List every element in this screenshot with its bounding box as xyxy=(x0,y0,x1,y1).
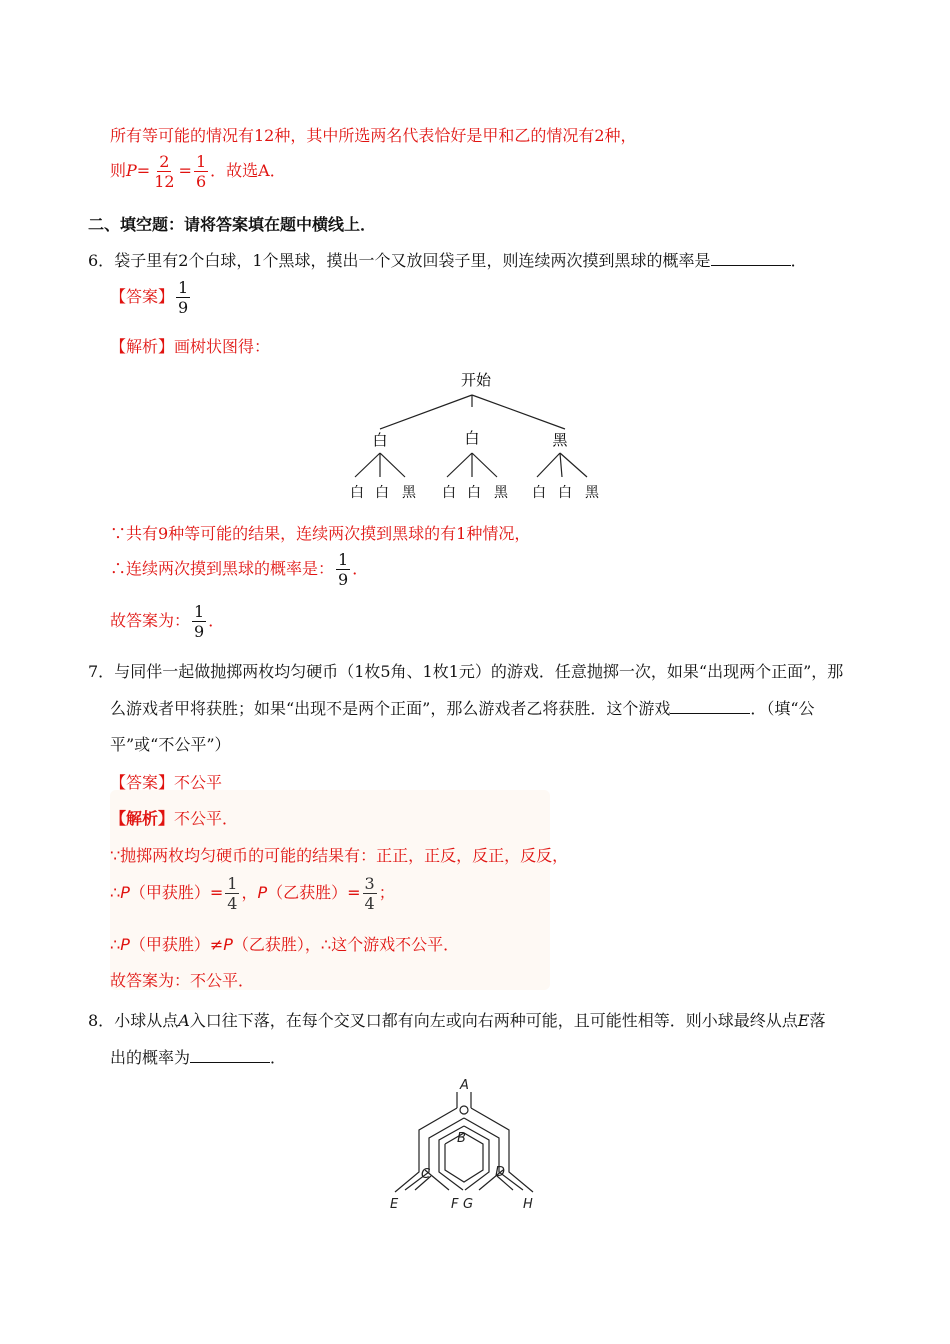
q6-reason2-fraction xyxy=(336,550,350,589)
q8-line2b: ． xyxy=(270,1048,287,1067)
q7-reason2-fraction1 xyxy=(225,874,239,913)
q8-point-a: A xyxy=(178,1011,190,1030)
q5-eq2: = xyxy=(178,161,192,180)
q6-question xyxy=(88,248,807,271)
q6-final-end: ． xyxy=(208,611,225,630)
q8-line1 xyxy=(88,1008,825,1031)
q6-reason1: ∵共有9种等可能的结果，连续两次摸到黑球的有1种情况， xyxy=(110,524,531,543)
label-c: C xyxy=(421,1167,431,1182)
tree-l2-6: 黑 xyxy=(494,485,508,501)
q5-f2-num: 1 xyxy=(195,152,207,171)
q7-reason3-p1: P xyxy=(120,935,130,954)
q5-fraction-1 xyxy=(152,152,176,191)
q7-reason3-end: （乙获胜），∴这个游戏不公平． xyxy=(232,935,460,954)
q7-reason2 xyxy=(110,874,395,913)
tree-l2-9: 黑 xyxy=(585,485,599,501)
tree-diagram xyxy=(330,365,620,505)
q7-reason3 xyxy=(110,932,459,955)
tree-l2-3: 黑 xyxy=(402,485,416,501)
tree-l2-7: 白 xyxy=(532,485,546,501)
q5-f2-den: 6 xyxy=(195,172,207,191)
q7-r2-den2: 4 xyxy=(364,894,375,913)
q6-final-den: 9 xyxy=(194,622,205,641)
q8-line2a: 出的概率为 xyxy=(110,1048,191,1067)
tree-l2-5: 白 xyxy=(467,485,481,501)
q6-r2-end: ． xyxy=(352,559,369,578)
q5-result xyxy=(110,152,286,191)
q5-f1-num: 2 xyxy=(159,152,170,171)
label-h: H xyxy=(523,1197,533,1212)
label-d: D xyxy=(495,1165,506,1180)
q7-reason3-therefore: ∴ xyxy=(110,935,121,954)
q7-answer-label: 【答案】 xyxy=(110,773,175,792)
q7-reason2-p2: P xyxy=(257,883,268,902)
q7-analysis-text: 不公平． xyxy=(174,809,239,828)
q7-reason2-yi: （乙获胜）= xyxy=(267,883,361,902)
tree-l1-2: 白 xyxy=(464,429,480,447)
label-f: F xyxy=(451,1197,459,1212)
label-g: G xyxy=(463,1197,474,1212)
tree-l2-4: 白 xyxy=(442,485,456,501)
q8-line1c: 落 xyxy=(809,1011,826,1030)
q7-analysis-label: 【解析】 xyxy=(110,809,175,828)
q8-answer-blank xyxy=(190,1048,270,1063)
q6-answer-num: 1 xyxy=(178,278,189,297)
q8-number: 8． xyxy=(88,1011,115,1030)
tree-l2-2: 白 xyxy=(375,485,389,501)
q7-reason2-comma: ， xyxy=(241,883,258,902)
q5-p: P xyxy=(126,161,137,180)
q5-line1: 所有等可能的情况有12种，其中所选两名代表恰好是甲和乙的情况有2种， xyxy=(110,126,637,145)
q6-final-num: 1 xyxy=(194,602,205,621)
q5-prefix: 则 xyxy=(110,161,127,180)
q7-line2a: 么游戏者甲将获胜；如果“出现不是两个正面”，那么游戏者乙将获胜．这个游戏 xyxy=(110,699,671,718)
q7-line2 xyxy=(110,696,815,719)
q6-r2-num: 1 xyxy=(338,550,349,569)
q5-suffix: ．故选A． xyxy=(210,161,286,180)
q8-point-e: E xyxy=(797,1011,810,1030)
q7-final: 故答案为：不公平． xyxy=(110,971,255,990)
ball-drop-diagram xyxy=(385,1072,545,1217)
q7-reason2-therefore: ∴ xyxy=(110,883,121,902)
q6-reason2 xyxy=(110,550,368,589)
tree-l1-3: 黑 xyxy=(552,431,568,449)
q7-line3: 平”或“不公平”） xyxy=(110,735,231,754)
tree-root: 开始 xyxy=(460,371,492,389)
q5-eq: = xyxy=(136,161,151,180)
q7-reason3-jia: （甲获胜）≠ xyxy=(129,935,224,954)
q6-answer-blank xyxy=(711,251,791,266)
q7-reason2-semicolon: ； xyxy=(378,883,395,902)
q7-answer-blank xyxy=(670,699,750,714)
q7-line1 xyxy=(88,659,843,682)
q7-reason1: ∵抛掷两枚均匀硬币的可能的结果有：正正，正反，反正，反反， xyxy=(110,846,569,865)
section-heading: 二、填空题：请将答案填在题中横线上． xyxy=(88,215,377,234)
q8-line1b: 入口往下落，在每个交叉口都有向左或向右两种可能，且可能性相等．则小球最终从点 xyxy=(189,1011,798,1030)
q6-text: 袋子里有2个白球，1个黑球，摸出一个又放回袋子里，则连续两次摸到黑球的概率是 xyxy=(114,251,711,270)
q7-analysis xyxy=(110,806,238,829)
q7-number: 7． xyxy=(88,662,115,681)
q7-reason2-p1: P xyxy=(120,883,130,902)
q6-final xyxy=(110,602,224,641)
tree-l2-8: 白 xyxy=(558,485,572,501)
q5-f1-den: 12 xyxy=(154,172,175,191)
label-e: E xyxy=(390,1197,399,1212)
label-a: A xyxy=(460,1078,469,1093)
q7-line1-text: 与同伴一起做抛掷两枚均匀硬币（1枚5角、1枚1元）的游戏．任意抛掷一次，如果“出现两个正面”，那 xyxy=(114,662,844,681)
label-b: B xyxy=(457,1131,466,1146)
q6-final-text: 故答案为： xyxy=(110,611,191,630)
q6-analysis-text: 画树状图得： xyxy=(174,337,271,356)
q7-reason2-jia: （甲获胜）= xyxy=(129,883,224,902)
q7-answer-text: 不公平 xyxy=(174,773,223,792)
q7-line2b: ．（填“公 xyxy=(750,699,815,718)
q6-answer-fraction xyxy=(176,278,190,317)
q7-r2-num2: 3 xyxy=(364,874,375,893)
q7-r2-den1: 4 xyxy=(227,894,238,913)
q7-reason2-fraction2 xyxy=(363,874,377,913)
q6-answer-label: 【答案】 xyxy=(110,287,175,306)
q8-line1a: 小球从点 xyxy=(114,1011,179,1030)
q8-line2 xyxy=(110,1045,286,1068)
q6-answer-den: 9 xyxy=(178,298,189,317)
q6-analysis xyxy=(110,334,270,357)
q7-reason3-p2: P xyxy=(223,935,233,954)
tree-l2-1: 白 xyxy=(350,485,364,501)
q5-fraction-2 xyxy=(194,152,208,191)
q6-final-fraction xyxy=(192,602,206,641)
q6-analysis-label: 【解析】 xyxy=(110,337,175,356)
q6-answer xyxy=(110,278,192,317)
q6-end: ． xyxy=(790,251,807,270)
q6-number: 6． xyxy=(88,251,115,270)
tree-l1-1: 白 xyxy=(372,431,388,449)
q6-reason2-text: ∴连续两次摸到黑球的概率是： xyxy=(110,559,335,578)
q6-r2-den: 9 xyxy=(338,570,349,589)
q7-r2-num1: 1 xyxy=(227,874,238,893)
